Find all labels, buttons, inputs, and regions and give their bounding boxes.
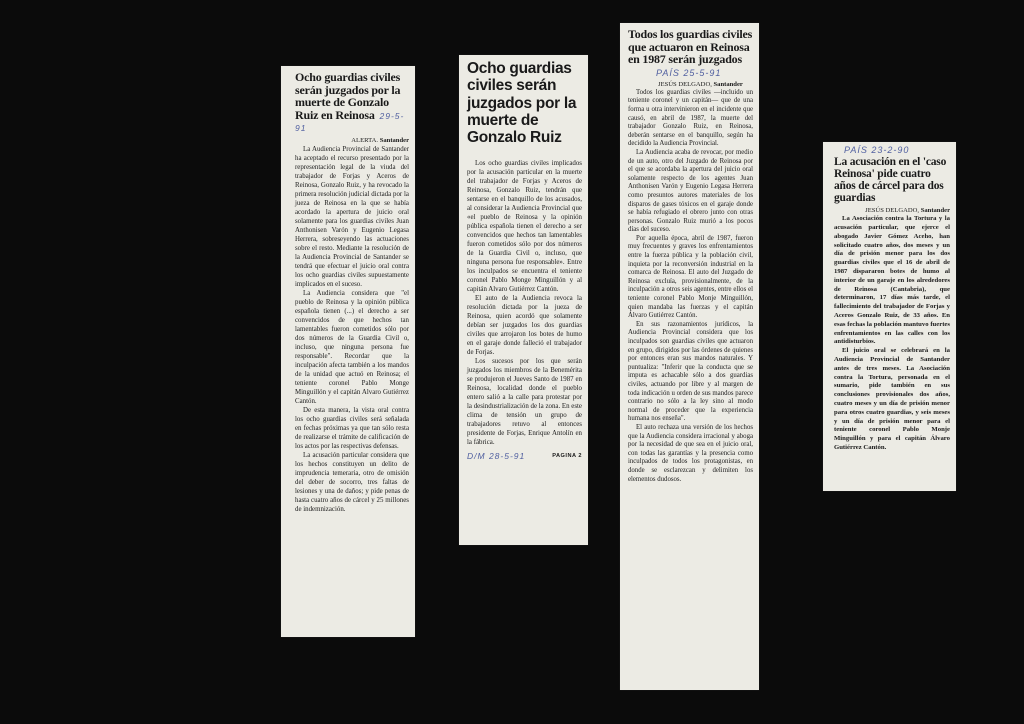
paragraph: La Audiencia considera que "el pueblo de Reinosa y la opinión pública española tienen (...) el derecho a ser convencidos de que hechos tan lamentables fueron cometidos sólo por dos números de la Guardia Civil o, incluso, que ninguna persona fue responsable". Recordar que la inculpación afecta también a los mandos de la unidad que actuó en Reinosa; el teniente coronel Pablo Monge Minguillón y el capitán Alvaro Gutiérrez Cantón. <box>295 289 409 405</box>
page-label: PAGINA 2 <box>552 452 582 459</box>
clipping-alerta <box>281 66 415 637</box>
byline: JESÚS DELGADO, Santander <box>865 207 950 215</box>
byline: ALERTA. Santander <box>351 136 409 144</box>
article-body <box>295 145 409 514</box>
paragraph: Los ocho guardias civiles implicados por la acusación particular en la muerte del trabajador de Forjas y Aceros de Reinosa, Gonzalo Ruiz, tendrán que sentarse en el banquillo de los acusados, al considerar la Audiencia Provincial que «el pueblo de Reinosa y la opinión pública española tienen el derecho a ser convencidos que hechos tan lamentables fueron cometidos sólo por dos números de la Guardia Civil o, incluso, que ninguna persona fue responsable». Entre los inculpados se encuentra el teniente coronel Pablo Monge Minguillón y al capitán Alvaro Gutiérrez Cantón. <box>467 159 582 293</box>
headline: La acusación en el 'caso Reinosa' pide cuatro años de cárcel para dos guardias <box>834 156 947 205</box>
paragraph: Los sucesos por los que serán juzgados los miembros de la Benemérita se produjeron el Jueves Santo de 1987 en Reinosa, localidad donde el pueblo entero salió a la calle para protestar por la desindustrialización de la zona. En este clima de tensión un grupo de trabajadores retuvo al entonces presidente de Forjas, Enrique Antolín en la fábrica. <box>467 357 582 446</box>
paragraph: La Asociación contra la Tortura y la acusación particular, que ejerce el abogado Javier Gómez Aceho, han solicitado cuatro años, dos meses y un día de prisión menor para los dos guardias civiles que el 16 de abril de 1987 dispararon botes de humo al interior de un garaje en los alrededores de Reinosa (Cantabria), que determinaron, 17 días más tarde, el fallecimiento del trabajador de Forjas y Aceros Gonzalo Ruiz, de 33 años. En esas fechas la población mantuvo fuertes enfrentamientos en las calles con los antidisturbios. <box>834 215 950 346</box>
paragraph: El auto de la Audiencia revoca la resolución dictada por la jueza de Reinosa, quien acordó que solamente debían ser juzgados los dos guardias civiles que arrojaron los botes de humo en el garaje donde falleció el trabajador de Forjas. <box>467 294 582 356</box>
article-body <box>467 159 582 447</box>
paragraph: La acusación particular considera que los hechos constituyen un delito de imprudencia temeraria, otro de omisión del deber de socorro, tres faltas de lesiones y una de daños; y pide penas de hasta cuatro años de cárcel y 25 millones de indemnización. <box>295 451 409 513</box>
paragraph: El juicio oral se celebrará en la Audiencia Provincial de Santander antes de tres meses. La Asociación contra la Tortura, personada en el sumario, pide también en sus conclusiones provisionales dos años, cuatro meses y un día de prisión menor para otros cuatro guardias, y seis meses y un día de prisión menor para el teniente coronel Pablo Monje Minguillón y para el capitán Álvaro Gutiérrez Cantón. <box>834 347 950 451</box>
clipping-diario-montanes <box>459 55 588 545</box>
paragraph: Por aquella época, abril de 1987, fueron muy frecuentes y graves los enfrentamientos entre la fuerza pública y la población civil, inquieta por la reconversión industrial en la comarca de Reinosa. El auto del Juzgado de Reinosa excluía, provisionalmente, de la inculpación a otros seis agentes, entre ellos el teniente coronel Pablo Monje Minguillón, quien mandaba las fuerzas y el capitán Álvaro Gutiérrez Cantón. <box>628 234 753 320</box>
handwritten-date: D/M 28-5-91 <box>467 450 526 461</box>
paragraph: Todos los guardias civiles —incluido un teniente coronel y un capitán— que de una forma u otra intervinieron en el incidente que causó, en abril de 1987, la muerte del trabajador Gonzalo Ruiz, en Reinosa, deberán sentarse en el banquillo, según ha decidido la Audiencia Provincial. <box>628 88 753 148</box>
clipping-el-pais-1990 <box>823 142 956 491</box>
paragraph: El auto rechaza una versión de los hechos que la Audiencia considera irracional y aboga por la necesidad de que sea en el juicio oral, con todas las garantías y la presencia como inculpados de todos los protagonistas, en donde se esclarezcan y delimiten los elementos dudosos. <box>628 423 753 483</box>
handwritten-date: PAÍS 25-5-91 <box>656 67 722 78</box>
handwritten-date: 29-5-91 <box>295 110 405 134</box>
paragraph: La Audiencia Provincial de Santander ha aceptado el recurso presentado por la representación legal de la viuda del trabajador de Forjas y Aceros de Reinosa, Gonzalo Ruiz, y ha revocado la primera resolución judicial dictada por la jueza de Reinosa en la que se había acordado la apertura de juicio oral solamente para los guardias civiles Juan Anthonisen Varón y Eugenio Legasa Herrera, sobreseyendo las actuaciones sobre el resto. Mediante la resolución de la Audiencia Provincial de Santander se tendrá que efectuar el juicio oral contra los ocho guardias civiles supuestamente implicados en el suceso. <box>295 145 409 288</box>
headline: Ocho guardias civiles serán juzgados por la muerte de Gonzalo Ruiz en Reinosa 29-5-91 <box>295 70 405 134</box>
handwritten-date: PAÍS 23-2-90 <box>844 145 910 155</box>
clipping-footer <box>467 451 582 461</box>
clipping-el-pais-1991 <box>620 23 759 690</box>
byline: JESÚS DELGADO, Santander <box>658 80 743 88</box>
headline: Ocho guardias civiles serán juzgados por la muerte de Gonzalo Ruiz <box>467 60 577 147</box>
article-body <box>628 89 753 484</box>
paragraph: En sus razonamientos jurídicos, la Audiencia Provincial considera que los inculpados son guardias civiles que actuaron en grupo, dirigidos por las órdenes de quienes por entonces eran sus mandos naturales. Y puntualiza: "Inferir que la conducta que se imputa es achacable sólo a dos guardias civiles, actuando por libre y al margen de toda indicación u orden de sus mandos parece contrario no sólo a la ley sino al modo normal de proceder que la experiencia humana nos enseña". <box>628 320 753 423</box>
paragraph: De esta manera, la vista oral contra los ocho guardias civiles será señalada en fechas próximas ya que tan sólo resta de realizarse el trámite de calificación de los actos por las respectivas defensas. <box>295 406 409 450</box>
article-body <box>834 215 950 453</box>
paragraph: La Audiencia acaba de revocar, por medio de un auto, otro del Juzgado de Reinosa por el que se acordaba la apertura del juicio oral solamente respecto de los agentes Juan Anthonisen Varón y Eugenio Legasa Herrera como presuntos autores materiales de los disparos de gases tóxicos en el garaje donde se había refugiado el obrero junto con otras personas. Gonzalo Ruiz murió a los pocos días del suceso. <box>628 148 753 234</box>
headline: Todos los guardias civiles que actuaron en Reinosa en 1987 serán juzgados <box>628 27 753 67</box>
